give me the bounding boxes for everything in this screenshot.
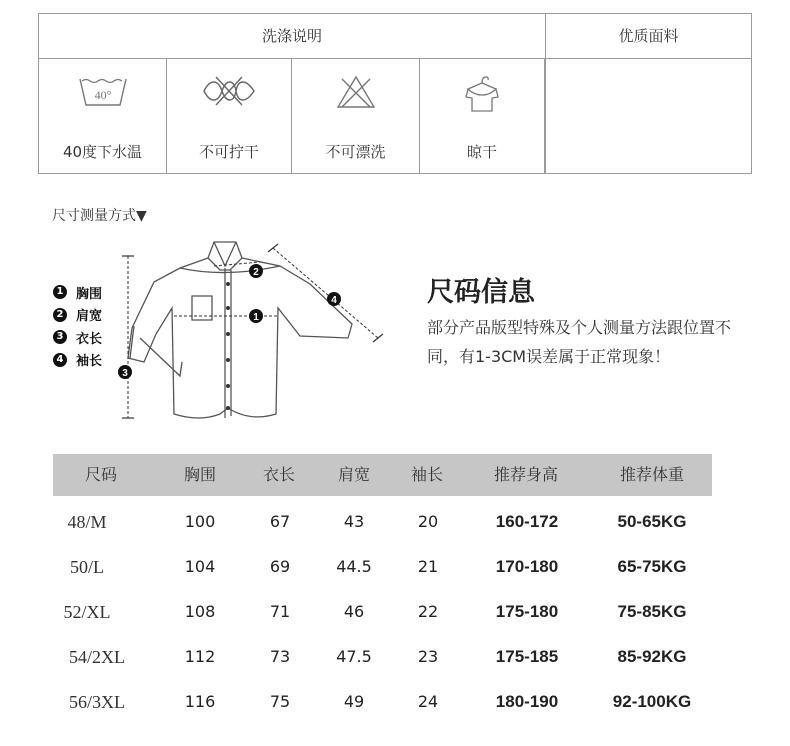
care-header-wash: 洗涤说明 [39, 14, 545, 59]
legend-label: 袖长 [76, 354, 103, 370]
care-label-no-bleach: 不可漂洗 [325, 143, 386, 161]
size-info-title: 尺码信息 [427, 277, 535, 308]
legend-num: 2 [53, 308, 67, 322]
table-row [0, 557, 790, 602]
cell-size: 50/L [70, 557, 104, 577]
care-label-wash: 40度下水温 [62, 143, 143, 161]
fabric-cell [545, 59, 751, 173]
care-header-fabric: 优质面料 [545, 14, 751, 59]
cell-chest: 100 [184, 512, 216, 531]
cell-weight: 65-75KG [617, 557, 687, 576]
cell-height: 180-190 [495, 692, 559, 711]
legend-item-chest [53, 281, 102, 304]
no-bleach-icon [334, 73, 378, 111]
cell-size: 52/XL [63, 602, 111, 622]
cell-sleeve: 21 [417, 557, 439, 576]
measure-legend [53, 281, 102, 371]
cell-sleeve: 20 [417, 512, 439, 531]
legend-label: 衣长 [76, 331, 103, 347]
header-height: 推荐身高 [493, 465, 559, 484]
cell-shoulder: 44.5 [336, 557, 372, 576]
table-row [0, 602, 790, 647]
svg-text:4: 4 [331, 295, 337, 306]
table-row [0, 512, 790, 557]
table-row [0, 692, 790, 737]
cell-weight: 75-85KG [617, 602, 687, 621]
header-weight: 推荐体重 [619, 465, 685, 484]
cell-length: 73 [269, 647, 291, 666]
svg-text:2: 2 [253, 267, 259, 278]
care-item-no-bleach [292, 59, 420, 173]
legend-num: 4 [53, 353, 67, 367]
legend-item-sleeve [53, 349, 102, 372]
legend-label: 胸围 [76, 286, 103, 302]
header-chest: 胸围 [183, 465, 217, 484]
cell-height: 160-172 [495, 512, 559, 531]
no-wring-icon [200, 73, 258, 109]
cell-weight: 50-65KG [617, 512, 687, 531]
care-table [38, 13, 752, 174]
cell-chest: 116 [184, 692, 216, 711]
size-table-header [53, 454, 712, 496]
header-size: 尺码 [84, 465, 118, 484]
size-info-note: 部分产品版型特殊及个人测量方法跟位置不同，有1-3CM误差属于正常现象！ [427, 318, 732, 366]
legend-label: 肩宽 [76, 309, 103, 325]
care-label-no-wring: 不可拧干 [198, 143, 259, 161]
care-item-no-wring [167, 59, 292, 173]
cell-height: 175-185 [495, 647, 559, 666]
cell-sleeve: 22 [417, 602, 439, 621]
legend-num: 3 [53, 330, 67, 344]
care-label-hang-dry: 晾干 [466, 143, 497, 161]
cell-chest: 108 [184, 602, 216, 621]
cell-weight: 85-92KG [617, 647, 687, 666]
care-item-wash [39, 59, 167, 173]
header-shoulder: 肩宽 [337, 465, 371, 484]
cell-chest: 112 [184, 647, 216, 666]
cell-sleeve: 24 [417, 692, 439, 711]
cell-size: 48/M [67, 512, 107, 532]
cell-size: 56/3XL [69, 692, 125, 712]
cell-height: 170-180 [495, 557, 559, 576]
legend-item-length [53, 326, 102, 349]
legend-item-shoulder [53, 304, 102, 327]
cell-length: 75 [269, 692, 291, 711]
cell-length: 67 [269, 512, 291, 531]
wash-40-icon [78, 73, 128, 109]
shirt-diagram [110, 238, 390, 428]
cell-height: 175-180 [495, 602, 559, 621]
wash-temp-text: 40° [94, 88, 111, 102]
cell-chest: 104 [184, 557, 216, 576]
cell-shoulder: 49 [343, 692, 365, 711]
header-length: 衣长 [262, 465, 296, 484]
cell-size: 54/2XL [69, 647, 125, 667]
table-row [0, 647, 790, 692]
cell-shoulder: 47.5 [336, 647, 372, 666]
cell-sleeve: 23 [417, 647, 439, 666]
legend-num: 1 [53, 285, 67, 299]
hang-dry-icon [462, 73, 502, 115]
cell-length: 69 [269, 557, 291, 576]
header-sleeve: 袖长 [410, 465, 444, 484]
svg-text:3: 3 [122, 368, 128, 379]
measure-heading: 尺寸测量方式▼ [52, 208, 147, 224]
care-item-hang-dry [420, 59, 545, 173]
cell-weight: 92-100KG [612, 692, 692, 711]
cell-length: 71 [269, 602, 291, 621]
cell-shoulder: 46 [343, 602, 365, 621]
svg-text:1: 1 [253, 312, 259, 323]
cell-shoulder: 43 [343, 512, 365, 531]
